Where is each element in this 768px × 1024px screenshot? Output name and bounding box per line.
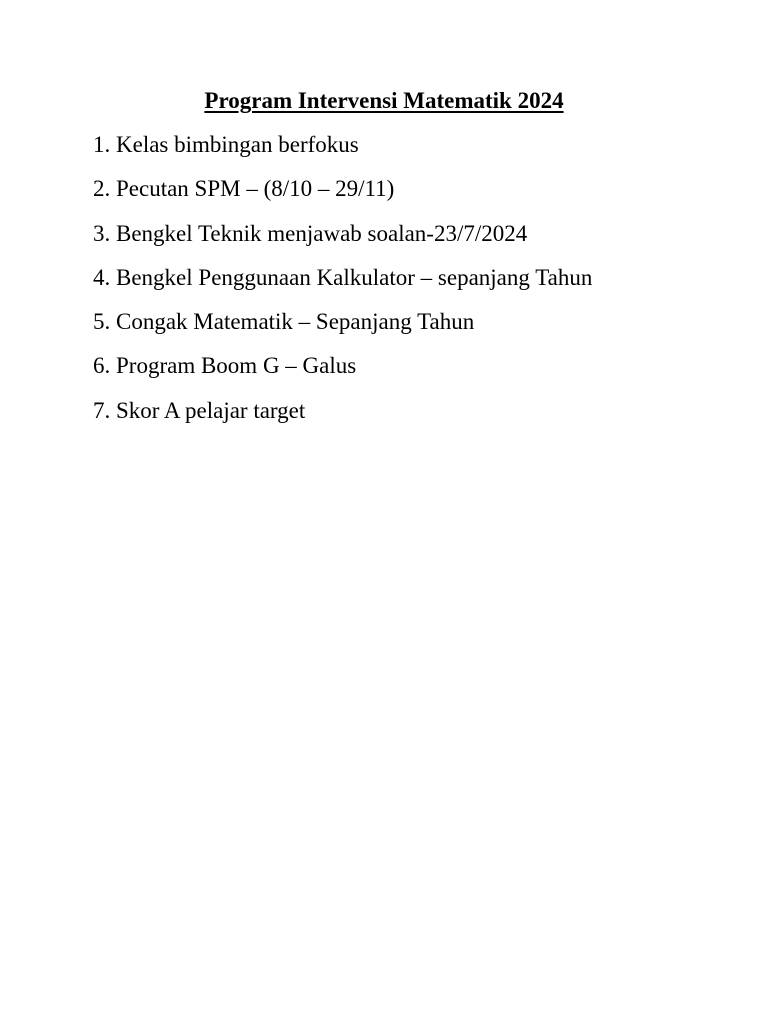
list-item: 3. Bengkel Teknik menjawab soalan-23/7/2024: [93, 220, 528, 246]
list-item: 2. Pecutan SPM – (8/10 – 29/11): [93, 176, 395, 202]
list-item: 5. Congak Matematik – Sepanjang Tahun: [93, 309, 475, 335]
list-item: 4. Bengkel Penggunaan Kalkulator – sepanjang Tahun: [93, 264, 593, 290]
list-item: 6. Program Boom G – Galus: [93, 353, 357, 379]
document-title: Program Intervensi Matematik 2024: [204, 88, 564, 113]
program-list: [93, 130, 592, 440]
list-item: 1. Kelas bimbingan berfokus: [93, 132, 359, 157]
list-item: 7. Skor A pelajar target: [93, 397, 306, 423]
